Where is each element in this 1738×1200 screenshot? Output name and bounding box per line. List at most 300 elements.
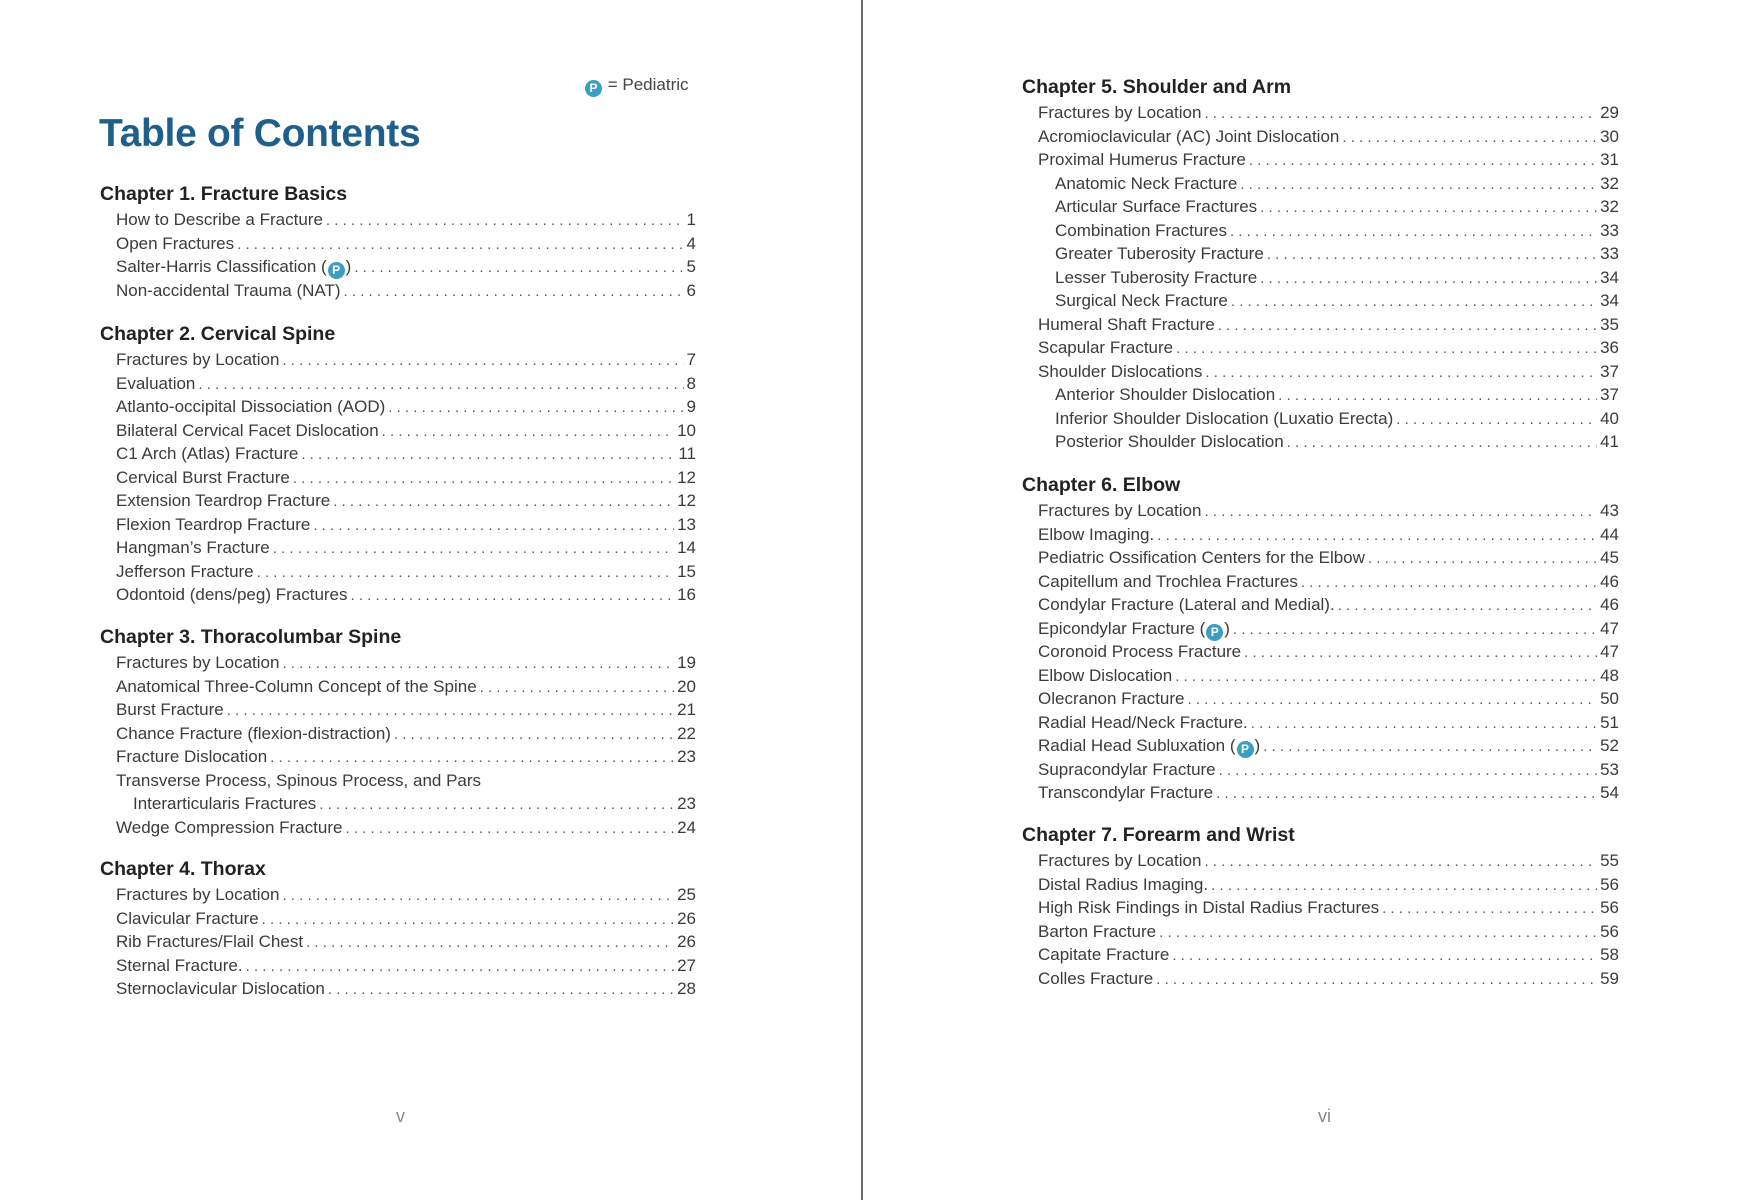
entry-title (1038, 593, 1335, 617)
entry-title-text: Posterior Shoulder Dislocation (1055, 432, 1284, 451)
dot-leader (328, 978, 674, 1002)
entry-title-text: Anatomical Three-Column Concept of the Spine (116, 676, 477, 696)
dot-leader (293, 467, 674, 491)
entry-title-text: Fractures by Location (116, 885, 280, 904)
entry-title (116, 745, 267, 769)
toc-entry[interactable] (1022, 336, 1619, 360)
dot-leader (282, 652, 674, 676)
dot-leader (1287, 431, 1597, 455)
entry-title (116, 232, 234, 256)
entry-title-text: Inferior Shoulder Dislocation (Luxatio Erecta) (1055, 408, 1394, 428)
chapter-7-section (1022, 821, 1619, 990)
dot-leader (326, 209, 684, 233)
chapter-heading[interactable]: Chapter 1. Fracture Basics (100, 183, 348, 205)
entry-title-text: Proximal Humerus Fracture (1038, 150, 1246, 169)
toc-entry[interactable] (100, 769, 696, 793)
toc-subentry[interactable] (1022, 383, 1619, 407)
entry-title-text: Extension Teardrop Fracture (116, 491, 331, 510)
entry-title (1038, 148, 1246, 172)
toc-subentry[interactable] (100, 792, 696, 816)
entry-title (1038, 336, 1173, 360)
entry-title-text: Anterior Shoulder Dislocation (1055, 385, 1276, 404)
toc-entry[interactable] (100, 348, 696, 372)
entry-title (116, 907, 259, 931)
dot-leader (1396, 408, 1597, 432)
dot-leader (480, 676, 674, 700)
toc-subentry[interactable] (1022, 266, 1619, 290)
entry-page-number: 12 (677, 467, 696, 487)
chapter-6-section (1022, 471, 1619, 805)
entry-title-text: Elbow Dislocation (1038, 665, 1173, 685)
entry-page-number: 46 (1600, 595, 1619, 614)
entry-title-text: Atlanto-occipital Dissociation (AOD) (116, 397, 386, 416)
pediatric-badge-icon: P (1237, 741, 1254, 758)
entry-page-number: 10 (677, 420, 696, 440)
toc-entry[interactable] (1022, 781, 1619, 805)
entry-title-text: Sternal Fracture. (116, 955, 243, 975)
dot-leader (1342, 126, 1597, 150)
toc-entry[interactable] (100, 560, 696, 584)
entry-page-number: 27 (677, 955, 696, 975)
dot-leader (301, 443, 675, 467)
toc-entry[interactable] (100, 930, 696, 954)
entry-title (116, 698, 224, 722)
toc-entry[interactable] (100, 442, 696, 466)
entry-page-number: 34 (1600, 291, 1619, 310)
entry-title (1055, 242, 1264, 266)
entry-page-number: 55 (1600, 851, 1619, 870)
entry-page-number: 16 (677, 585, 696, 604)
toc-entry[interactable] (100, 255, 696, 279)
dot-leader (306, 931, 674, 955)
entry-title-text: Flexion Teardrop Fracture (116, 514, 311, 534)
entry-title (1038, 640, 1241, 664)
dot-leader (1219, 759, 1597, 783)
toc-entry[interactable] (1022, 687, 1619, 711)
toc-entry[interactable] (100, 745, 696, 769)
toc-entry[interactable] (100, 583, 696, 607)
toc-entry[interactable] (1022, 943, 1619, 967)
pediatric-badge-icon: P (328, 262, 345, 279)
toc-entry[interactable] (1022, 617, 1619, 641)
dot-leader (351, 584, 675, 608)
toc-entry[interactable] (100, 698, 696, 722)
dot-leader (1338, 594, 1597, 618)
entry-page-number: 32 (1600, 173, 1619, 193)
dot-leader (354, 256, 683, 280)
entry-page-number: 37 (1600, 361, 1619, 381)
toc-entry[interactable] (100, 883, 696, 907)
entry-page-number: 37 (1600, 385, 1619, 404)
chapter-5-section (1022, 73, 1619, 454)
dot-leader (1159, 921, 1597, 945)
entry-page-number: 21 (677, 700, 696, 719)
entry-title (116, 883, 279, 907)
entry-title (116, 372, 195, 396)
toc-entry[interactable] (1022, 593, 1619, 617)
dot-leader (282, 884, 674, 908)
toc-entry[interactable] (1022, 967, 1619, 991)
entry-title (1055, 289, 1228, 313)
entry-title-text: Cervical Burst Fracture (116, 467, 290, 487)
pediatric-legend-text: = Pediatric (607, 75, 689, 94)
dot-leader (1240, 173, 1597, 197)
entry-title (1038, 943, 1169, 967)
entry-title-text: Transcondylar Fracture (1038, 783, 1214, 802)
toc-subentry[interactable] (1022, 430, 1619, 454)
entry-page-number: 4 (686, 233, 696, 253)
entry-title (1055, 430, 1284, 454)
dot-leader (1260, 196, 1597, 220)
chapter-heading[interactable]: Chapter 4. Thorax (100, 858, 266, 880)
entry-title (1038, 920, 1156, 944)
entry-title-text: C1 Arch (Atlas) Fracture (116, 444, 299, 463)
entry-title-text: Fractures by Location (116, 653, 280, 672)
toc-entry[interactable] (1022, 920, 1619, 944)
toc-subentry[interactable] (1022, 289, 1619, 313)
dot-leader (1211, 874, 1597, 898)
entry-title (116, 466, 290, 490)
entry-page-number: 30 (1600, 126, 1619, 146)
dot-leader (319, 793, 674, 817)
dot-leader (1205, 361, 1597, 385)
toc-entry[interactable] (1022, 734, 1619, 758)
entry-title-text: Barton Fracture (1038, 921, 1157, 941)
entry-title (116, 279, 341, 303)
entry-title-text: Olecranon Fracture (1038, 689, 1185, 708)
dot-leader (273, 537, 674, 561)
entry-title (133, 792, 316, 816)
entry-title-text: Capitellum and Trochlea Fractures (1038, 571, 1298, 591)
entry-title (116, 769, 481, 793)
entry-page-number: 9 (686, 397, 696, 416)
dot-leader (1204, 850, 1597, 874)
entry-page-number: 48 (1600, 665, 1619, 685)
entry-page-number: 15 (677, 561, 696, 581)
toc-entry[interactable] (1022, 849, 1619, 873)
entry-page-number: 11 (678, 444, 696, 463)
entry-page-number: 35 (1600, 314, 1619, 334)
toc-entry[interactable] (100, 232, 696, 256)
toc-entry[interactable] (100, 722, 696, 746)
entry-title-text: Transverse Process, Spinous Process, and Pars (116, 770, 482, 790)
entry-title (1038, 617, 1230, 641)
toc-entry[interactable] (100, 651, 696, 675)
entry-title (1055, 266, 1257, 290)
toc-entry[interactable] (1022, 640, 1619, 664)
entry-title (116, 513, 310, 537)
toc-entry[interactable] (1022, 499, 1619, 523)
entry-title-text: Supracondylar Fracture (1038, 759, 1216, 779)
entry-page-number: 1 (686, 210, 696, 229)
dot-leader (1157, 524, 1597, 548)
dot-leader (1251, 712, 1597, 736)
chapter-1-section (100, 180, 696, 302)
entry-page-number: 58 (1600, 945, 1619, 964)
entry-page-number: 20 (677, 676, 696, 696)
entry-title (1038, 967, 1153, 991)
pediatric-badge-icon: P (1206, 624, 1223, 641)
entry-title-text: Fractures by Location (116, 350, 280, 369)
entry-page-number: 7 (686, 350, 696, 369)
entry-page-number: 53 (1600, 759, 1619, 779)
entry-page-number: 56 (1600, 898, 1619, 917)
entry-title (1038, 849, 1201, 873)
entry-title-text: How to Describe a Fracture (116, 210, 323, 229)
toc-entry[interactable] (100, 977, 696, 1001)
toc-entry[interactable] (1022, 570, 1619, 594)
toc-entry[interactable] (100, 513, 696, 537)
chapter-heading[interactable]: Chapter 7. Forearm and Wrist (1022, 824, 1295, 846)
dot-leader (394, 723, 674, 747)
toc-entry[interactable] (1022, 101, 1619, 125)
entry-title-text: High Risk Findings in Distal Radius Fractures (1038, 898, 1380, 917)
entry-title (1038, 499, 1201, 523)
toc-entry[interactable] (1022, 711, 1619, 735)
entry-page-number: 51 (1600, 712, 1619, 732)
dot-leader (257, 561, 674, 585)
toc-entry[interactable] (1022, 896, 1619, 920)
entry-title (116, 442, 298, 466)
entry-page-number: 44 (1600, 524, 1619, 544)
toc-entry[interactable] (100, 466, 696, 490)
chapter-3-section (100, 623, 696, 839)
entry-title (116, 977, 325, 1001)
entry-title (1038, 781, 1213, 805)
entry-page-number: 14 (677, 538, 696, 557)
toc-entry[interactable] (1022, 873, 1619, 897)
toc-subentry[interactable] (1022, 407, 1619, 431)
entry-title (116, 651, 279, 675)
entry-title (116, 816, 342, 840)
toc-entry[interactable] (100, 954, 696, 978)
chapter-heading[interactable]: Chapter 6. Elbow (1022, 474, 1181, 496)
dot-leader (1233, 618, 1597, 642)
entry-title-end: ) (1224, 618, 1230, 638)
entry-title (1038, 664, 1172, 688)
toc-entry[interactable] (100, 536, 696, 560)
entry-title-text: Evaluation (116, 373, 196, 393)
toc-entry[interactable] (1022, 360, 1619, 384)
dot-leader (382, 420, 674, 444)
dot-leader (270, 746, 674, 770)
dot-leader (1260, 267, 1597, 291)
toc-entry[interactable] (100, 675, 696, 699)
dot-leader (246, 955, 674, 979)
toc-entry[interactable] (100, 489, 696, 513)
entry-title (116, 954, 243, 978)
dot-leader (1368, 547, 1597, 571)
dot-leader (1301, 571, 1597, 595)
entry-page-number: 25 (677, 885, 696, 904)
entry-title-text: Condylar Fracture (Lateral and Medial). (1038, 595, 1335, 614)
entry-page-number: 19 (677, 653, 696, 672)
dot-leader (333, 490, 674, 514)
entry-page-number: 23 (677, 747, 696, 766)
entry-title-text: Jefferson Fracture (116, 561, 254, 581)
entry-title-text: Salter-Harris Classification ( (116, 257, 327, 276)
chapter-heading[interactable]: Chapter 2. Cervical Spine (100, 323, 336, 345)
entry-title-text: Elbow Imaging. (1038, 524, 1155, 544)
toc-subentry[interactable] (1022, 242, 1619, 266)
entry-title (1038, 896, 1379, 920)
entry-page-number: 56 (1600, 874, 1619, 894)
entry-title (116, 930, 303, 954)
toc-entry[interactable] (100, 395, 696, 419)
entry-title-text: Combination Fractures (1055, 220, 1227, 240)
entry-title-text: Fractures by Location (1038, 501, 1202, 520)
toc-entry[interactable] (100, 816, 696, 840)
entry-page-number: 24 (677, 817, 696, 837)
entry-title-text: Greater Tuberosity Fracture (1055, 244, 1264, 263)
dot-leader (1231, 290, 1597, 314)
chapter-2-section (100, 320, 696, 607)
entry-title-text: Fracture Dislocation (116, 747, 268, 766)
dot-leader (237, 233, 683, 257)
entry-title (116, 560, 254, 584)
entry-title (1038, 125, 1339, 149)
dot-leader (1278, 384, 1597, 408)
pediatric-badge-icon: P (585, 80, 602, 97)
entry-page-number: 29 (1600, 103, 1619, 122)
entry-title (1038, 711, 1248, 735)
chapter-heading[interactable]: Chapter 5. Shoulder and Arm (1022, 76, 1292, 98)
entry-title-text: Capitate Fracture (1038, 945, 1170, 964)
toc-subentry[interactable] (1022, 219, 1619, 243)
page-title: Table of Contents (99, 112, 421, 155)
dot-leader (1175, 665, 1597, 689)
toc-entry[interactable] (100, 372, 696, 396)
entry-page-number: 52 (1600, 736, 1619, 755)
dot-leader (262, 908, 674, 932)
dot-leader (1156, 968, 1597, 992)
toc-entry[interactable] (1022, 148, 1619, 172)
entry-page-number: 47 (1600, 642, 1619, 661)
toc-entry[interactable] (1022, 546, 1619, 570)
entry-page-number: 59 (1600, 968, 1619, 988)
entry-title (1038, 101, 1201, 125)
entry-title (116, 536, 270, 560)
toc-entry[interactable] (1022, 313, 1619, 337)
toc-entry[interactable] (1022, 523, 1619, 547)
toc-entry[interactable] (100, 907, 696, 931)
entry-page-number: 40 (1600, 408, 1619, 428)
toc-entry[interactable] (1022, 125, 1619, 149)
entry-title-text: Rib Fractures/Flail Chest (116, 932, 304, 951)
entry-title-text: Burst Fracture (116, 700, 224, 719)
entry-page-number: 26 (677, 908, 696, 928)
toc-subentry[interactable] (1022, 172, 1619, 196)
dot-leader (1249, 149, 1597, 173)
entry-page-number: 23 (677, 794, 696, 813)
entry-title-text: Colles Fracture (1038, 968, 1154, 988)
entry-page-number: 54 (1600, 783, 1619, 802)
entry-page-number: 31 (1600, 150, 1619, 169)
entry-title (1038, 873, 1208, 897)
entry-title (1038, 313, 1215, 337)
entry-title (1055, 172, 1237, 196)
dot-leader (227, 699, 674, 723)
entry-title-text: Wedge Compression Fracture (116, 817, 343, 837)
entry-page-number: 8 (686, 373, 696, 393)
entry-title-text: Acromioclavicular (AC) Joint Dislocation (1038, 126, 1340, 146)
entry-title-text: Coronoid Process Fracture (1038, 642, 1242, 661)
entry-title-text: Distal Radius Imaging. (1038, 874, 1209, 894)
entry-page-number: 34 (1600, 267, 1619, 287)
entry-page-number: 41 (1600, 432, 1619, 451)
entry-title-text: Bilateral Cervical Facet Dislocation (116, 420, 379, 440)
entry-title-end: ) (1254, 736, 1261, 755)
entry-page-number: 50 (1600, 689, 1619, 708)
entry-title-text: Humeral Shaft Fracture (1038, 314, 1215, 334)
toc-entry[interactable] (1022, 664, 1619, 688)
toc-subentry[interactable] (1022, 195, 1619, 219)
dot-leader (1230, 220, 1597, 244)
dot-leader (345, 817, 674, 841)
entry-title-text: Non-accidental Trauma (NAT) (116, 280, 341, 300)
entry-title-text: Anatomic Neck Fracture (1055, 173, 1238, 193)
entry-page-number: 5 (686, 257, 696, 276)
right-page-number: vi (1318, 1106, 1331, 1126)
entry-page-number: 13 (677, 514, 696, 534)
entry-title-text: Surgical Neck Fracture (1055, 291, 1228, 310)
dot-leader (1218, 314, 1597, 338)
entry-page-number: 47 (1600, 618, 1619, 638)
dot-leader (1187, 688, 1597, 712)
dot-leader (1244, 641, 1597, 665)
entry-page-number: 22 (677, 723, 696, 743)
dot-leader (198, 373, 683, 397)
toc-entry[interactable] (1022, 758, 1619, 782)
dot-leader (1204, 102, 1597, 126)
toc-entry[interactable] (100, 208, 696, 232)
entry-page-number: 32 (1600, 197, 1619, 216)
dot-leader (344, 280, 684, 304)
entry-title-text: Interarticularis Fractures (133, 794, 317, 813)
entry-title-text: Sternoclavicular Dislocation (116, 979, 325, 998)
dot-leader (282, 349, 683, 373)
entry-title-text: Articular Surface Fractures (1055, 197, 1258, 216)
entry-title (1038, 758, 1216, 782)
entry-title (1038, 734, 1260, 758)
dot-leader (1216, 782, 1597, 806)
dot-leader (1172, 944, 1597, 968)
entry-title (1038, 546, 1365, 570)
entry-title-text: Scapular Fracture (1038, 338, 1174, 357)
toc-entry[interactable] (100, 419, 696, 443)
entry-title (116, 675, 477, 699)
page-spine-divider (861, 0, 863, 1200)
entry-page-number: 26 (677, 932, 696, 951)
entry-page-number: 36 (1600, 338, 1619, 357)
chapter-heading[interactable]: Chapter 3. Thoracolumbar Spine (100, 626, 402, 648)
entry-title (1038, 360, 1202, 384)
entry-title (1038, 523, 1154, 547)
entry-title-text: Fractures by Location (1038, 103, 1202, 122)
dot-leader (1204, 500, 1597, 524)
entry-page-number: 56 (1600, 921, 1619, 941)
entry-title (116, 208, 323, 232)
entry-page-number: 12 (677, 491, 696, 510)
entry-title (116, 348, 279, 372)
entry-page-number: 33 (1600, 244, 1619, 263)
toc-entry[interactable] (100, 279, 696, 303)
entry-page-number: 33 (1600, 220, 1619, 240)
entry-title (116, 255, 351, 279)
entry-title (116, 489, 330, 513)
entry-title (1055, 219, 1227, 243)
entry-title (1055, 383, 1275, 407)
